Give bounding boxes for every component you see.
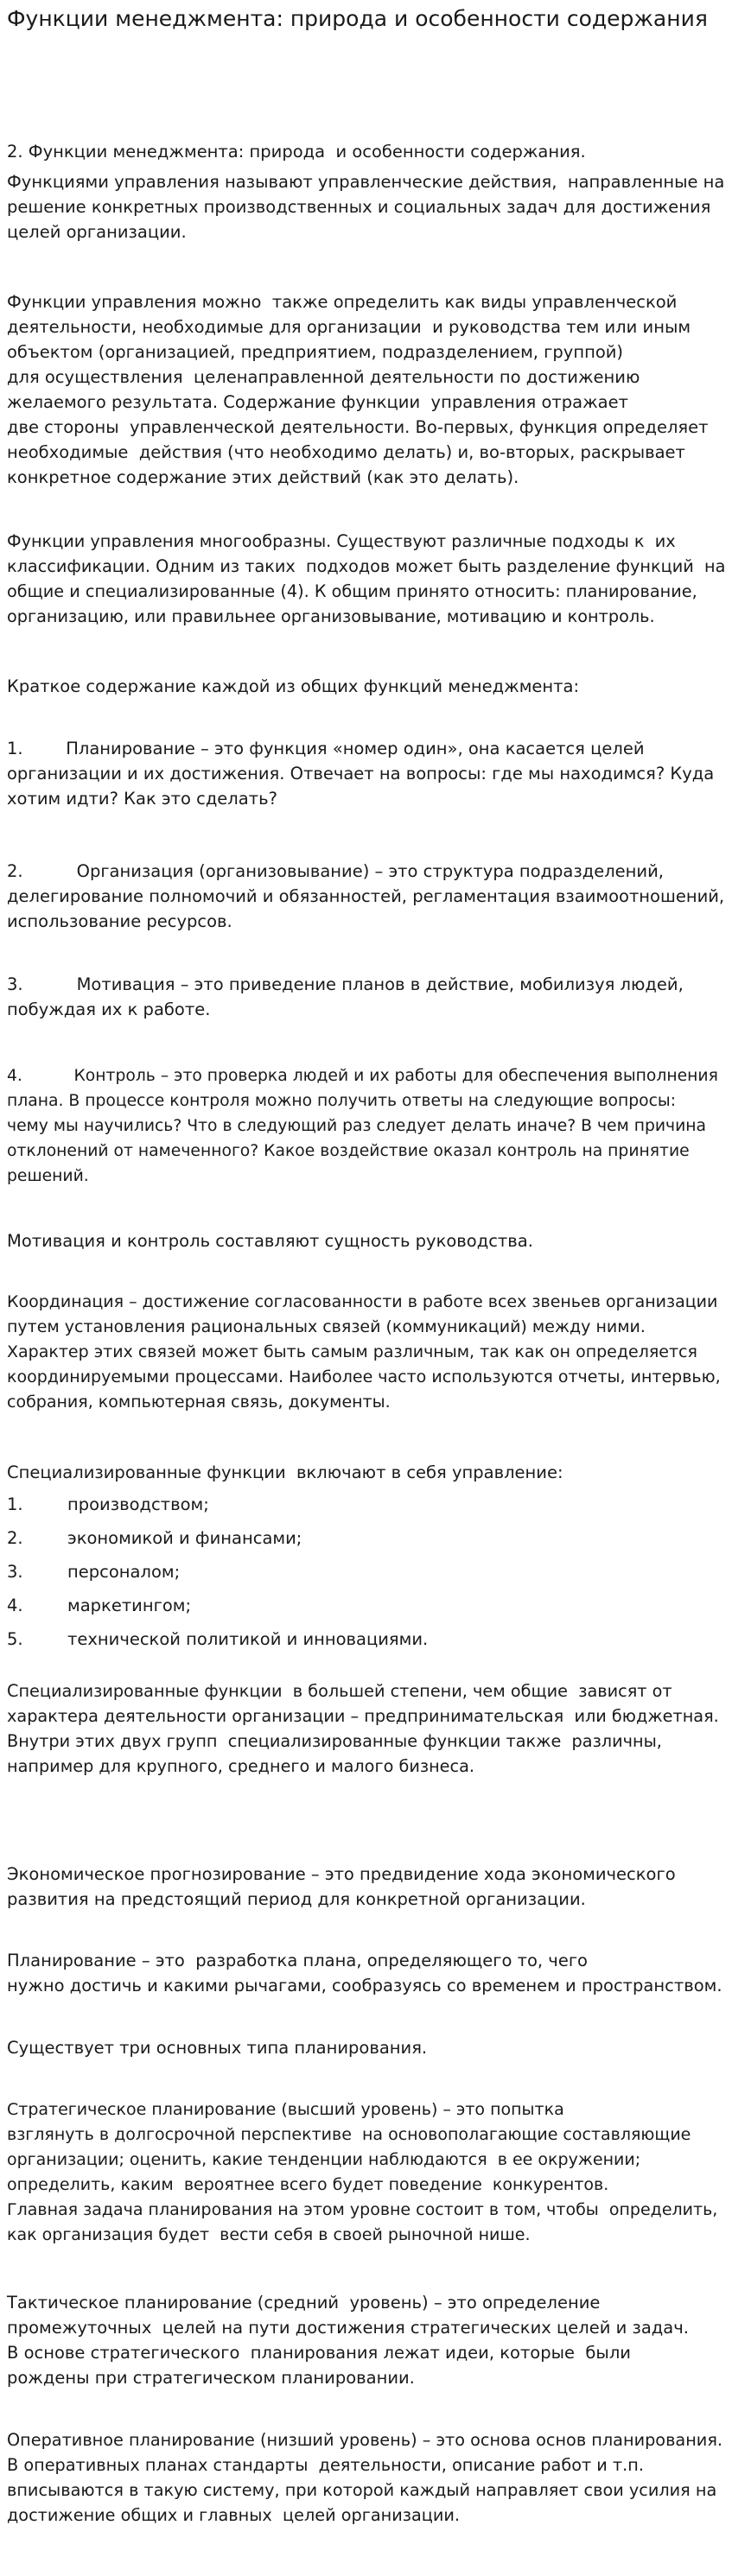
paragraph-functions-as-activities: Функции управления можно также определить как виды управленческой деятельности, необходимые для организации и руководства тем или иным объектом (организацией, предприятием, подразделением, группой) для осуществления целенаправленной деятельности по достижению желаемого результата. Содержание функции управления отражает две стороны управленческой деятельности. Во-первых, функция определяет необходимые действия (что необходимо делать) и, во-вторых, раскрывает конкретное содержание этих действий (как это делать). (7, 292, 709, 487)
list-item: 4. маркетингом; (7, 1596, 192, 1615)
paragraph-planning-definition: Планирование – это разработка плана, определяющего то, чего нужно достичь и какими рычагами, сообразуясь со временем и пространством. (7, 1951, 722, 1995)
section-heading: 2. Функции менеджмента: природа и особенности содержания. (7, 142, 586, 162)
paragraph-forecasting: Экономическое прогнозирование – это предвидение хода экономического развития на предстоящий период для конкретной организации. (7, 1864, 676, 1909)
paragraph-definition: Функциями управления называют управленческие действия, направленные на решение конкретных производственных и социальных задач для достижения целей организации. (7, 172, 725, 242)
item-motivation: 3. Мотивация – это приведение планов в действие, мобилизуя людей, побуждая их к работе. (7, 974, 684, 1019)
item-planning: 1. Планирование – это функция «номер один», она касается целей организации и их достижения. Отвечает на вопросы: где мы находимся? Куда хотим идти? Как это сделать? (7, 739, 715, 809)
list-item: 3. персоналом; (7, 1562, 181, 1582)
item-control: 4. Контроль – это проверка людей и их работы для обеспечения выполнения плана. В процессе контроля можно получить ответы на следующие вопросы: чему мы научились? Что в следующий раз следует делать иначе? В чем причина отклонений от намеченного? Какое воздействие оказал контроль на принятие решений. (7, 1067, 718, 1185)
page-title: Функции менеджмента: природа и особенности содержания (7, 6, 708, 31)
list-item: 2. экономикой и финансами; (7, 1528, 302, 1548)
paragraph-tactical-planning: Тактическое планирование (средний уровень) – это определение промежуточных целей на пути достижения стратегических целей и задач. В основе стратегического планирования лежат идеи, которые были рождены при стратегическом планировании. (7, 2293, 689, 2388)
paragraph-planning-types: Существует три основных типа планирования. (7, 2038, 428, 2058)
paragraph-classification: Функции управления многообразны. Существуют различные подходы к их классификации. Одним из таких подходов может быть разделение функций на общие и специализированные (4). К общим принято относить: планирование, организацию, или правильнее организовывание, мотивацию и контроль. (7, 531, 726, 626)
paragraph-specialized-intro: Специализированные функции включают в себя управление: (7, 1462, 563, 1482)
paragraph-leadership: Мотивация и контроль составляют сущность руководства. (7, 1231, 533, 1251)
item-organization: 2. Организация (организовывание) – это структура подразделений, делегирование полномочий и обязанностей, регламентация взаимоотношений, использование ресурсов. (7, 861, 725, 931)
paragraph-strategic-planning: Стратегическое планирование (высший уровень) – это попытка взглянуть в долгосрочной перспективе на основополагающие составляющие организации; оценить, какие тенденции наблюдаются в ее окружении; определить, каким вероятнее всего будет поведение конкурентов. Главная задача планирования на этом уровне состоит в том, чтобы определить, как организация будет вести себя в своей рыночной нише. (7, 2100, 718, 2244)
paragraph-operational-planning: Оперативное планирование (низший уровень) – это основа основ планирования. В оперативных планах стандарты деятельности, описание работ и т.п. вписываются в такую систему, при которой каждый направляет свои усилия на достижение общих и главных целей организации. (7, 2430, 723, 2525)
list-item: 5. технической политикой и инновациями. (7, 1629, 429, 1649)
paragraph-summary-intro: Краткое содержание каждой из общих функций менеджмента: (7, 676, 580, 696)
list-item: 1. производством; (7, 1494, 209, 1514)
paragraph-coordination: Координация – достижение согласованности в работе всех звеньев организации путем установления рациональных связей (коммуникаций) между ними. Характер этих связей может быть самым различным, так как он определяется координируемыми процессами. Наиболее часто используются отчеты, интервью, собрания, компьютерная связь, документы. (7, 1292, 721, 1412)
paragraph-specialized-details: Специализированные функции в большей степени, чем общие зависят от характера деятельности организации – предпринимательская или бюджетная. Внутри этих двух групп специализированные функции также различны, например для крупного, среднего и малого бизнеса. (7, 1681, 719, 1776)
